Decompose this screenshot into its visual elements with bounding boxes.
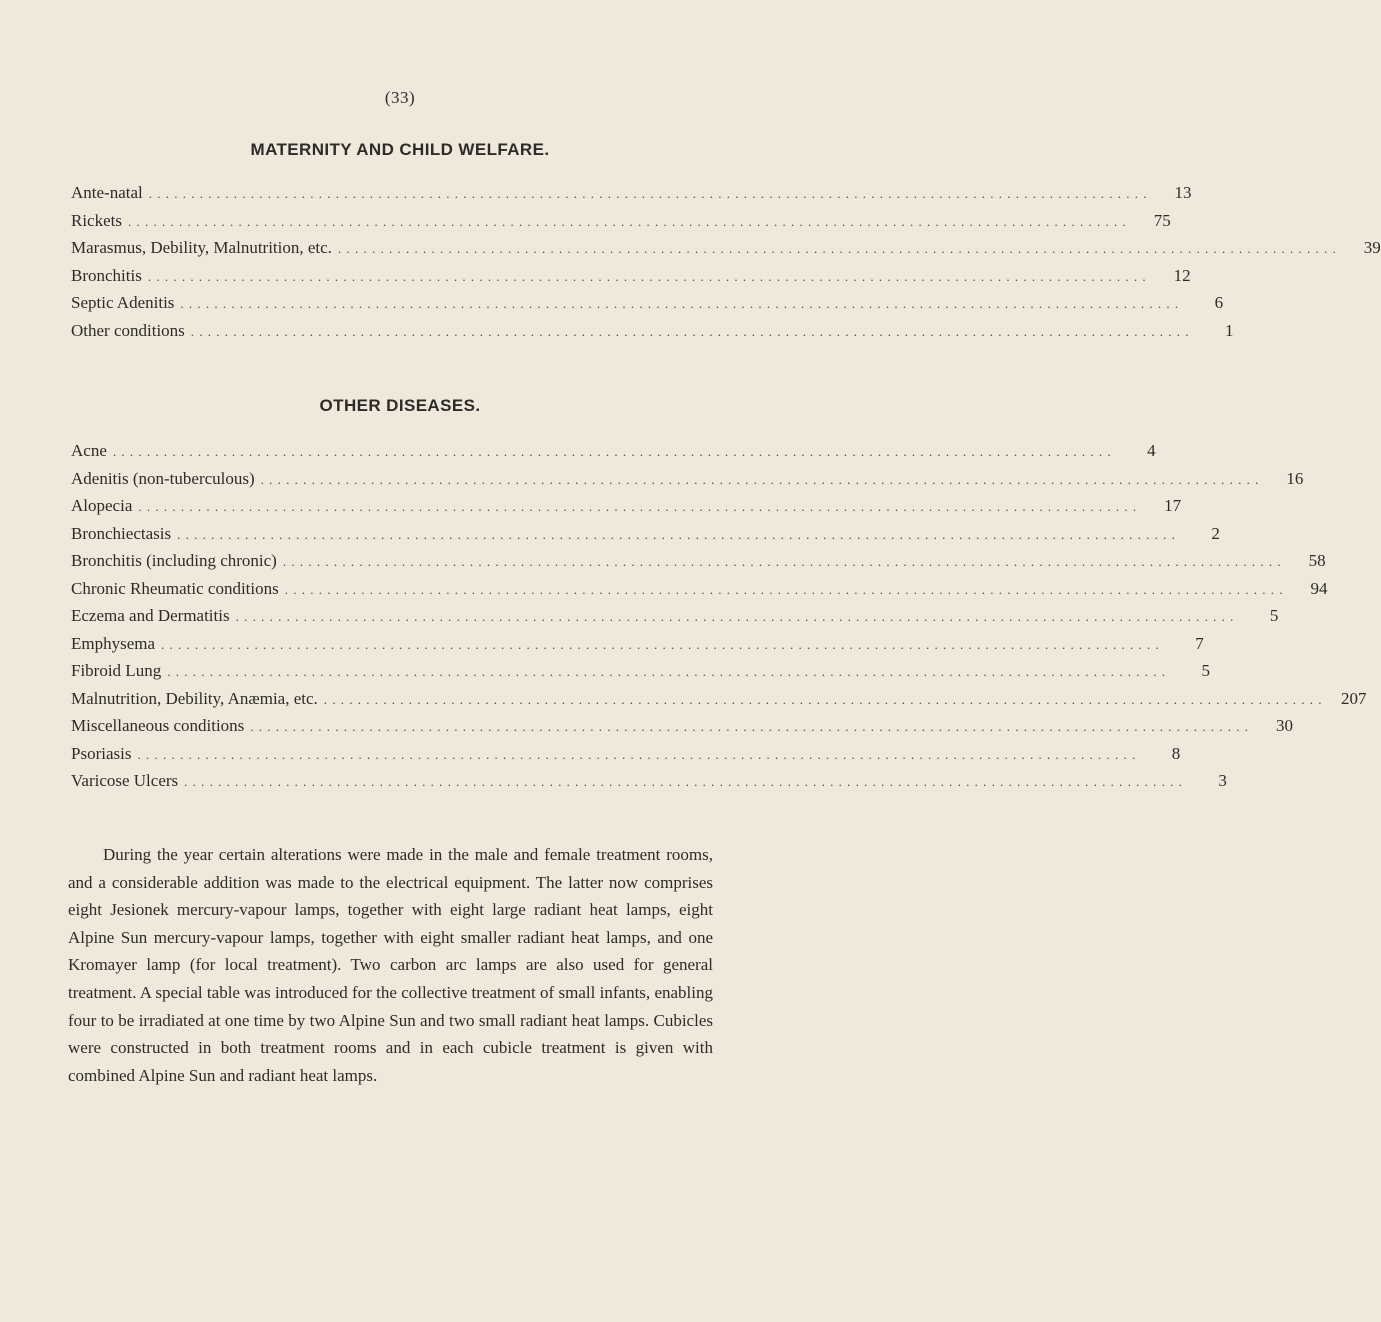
row-value: 12 <box>1173 265 1191 285</box>
table-row <box>71 265 1191 294</box>
dot-leader: . . . . . . . . . . . . . . . . . . . . . . . . . . . . . . . . . . . . . . . . . . . . . . . . . . . . . . . . . . . . . . . . . . . . . . . . . . . . . . . . . . . . . . . . . . . . . . . . . . . . . . . . . . . . . . . . . . . . . . <box>161 636 1160 652</box>
row-label: Bronchitis (including chronic) <box>71 551 277 570</box>
table-row <box>71 496 1182 524</box>
table-row <box>71 606 1279 634</box>
dot-leader: . . . . . . . . . . . . . . . . . . . . . . . . . . . . . . . . . . . . . . . . . . . . . . . . . . . . . . . . . . . . . . . . . . . . . . . . . . . . . . . . . . . . . . . . . . . . . . . . . . . . . . . . . . . . . . . . . . . . . . <box>177 526 1176 542</box>
row-value: 30 <box>1276 716 1294 735</box>
dot-leader: . . . . . . . . . . . . . . . . . . . . . . . . . . . . . . . . . . . . . . . . . . . . . . . . . . . . . . . . . . . . . . . . . . . . . . . . . . . . . . . . . . . . . . . . . . . . . . . . . . . . . . . . . . . . . . . . . . . . . . <box>323 691 1323 707</box>
other-diseases-heading: OTHER DISEASES. <box>319 396 481 415</box>
row-label: Fibroid Lung <box>71 661 162 680</box>
table-row <box>71 771 1227 799</box>
dot-leader: . . . . . . . . . . . . . . . . . . . . . . . . . . . . . . . . . . . . . . . . . . . . . . . . . . . . . . . . . . . . . . . . . . . . . . . . . . . . . . . . . . . . . . . . . . . . . . . . . . . . . . . . . . . . . . . . . . . . . . <box>137 746 1137 762</box>
row-value: 5 <box>1269 606 1279 625</box>
row-label: Rickets <box>71 210 122 230</box>
dot-leader: . . . . . . . . . . . . . . . . . . . . . . . . . . . . . . . . . . . . . . . . . . . . . . . . . . . . . . . . . . . . . . . . . . . . . . . . . . . . . . . . . . . . . . . . . . . . . . . . . . . . . . . . . . . . . . . . . . . . . . <box>138 499 1138 514</box>
table-row <box>71 523 1220 552</box>
row-value: 39 <box>1363 238 1381 257</box>
dot-leader: . . . . . . . . . . . . . . . . . . . . . . . . . . . . . . . . . . . . . . . . . . . . . . . . . . . . . . . . . . . . . . . . . . . . . . . . . . . . . . . . . . . . . . . . . . . . . . . . . . . . . . . . . . . . . . . . . . . . . . <box>282 554 1282 569</box>
dot-leader: . . . . . . . . . . . . . . . . . . . . . . . . . . . . . . . . . . . . . . . . . . . . . . . . . . . . . . . . . . . . . . . . . . . . . . . . . . . . . . . . . . . . . . . . . . . . . . . . . . . . . . . . . . . . . . . . . . . . . . <box>112 444 1112 459</box>
row-value: 94 <box>1310 578 1328 598</box>
treatment-paragraph: During the year certain alterations were made in the male and female treatment rooms, and a considerable addition was made to the electrical equipment. The latter now comprises eight Jesionek mercury-vapour lamps, together with eight large radiant heat lamps, eight Alpine Sun mercury-vapour lamps, together with eight smaller radiant heat lamps, and one Kromayer lamp (for local treatment). Two carbon arc lamps are also used for general treatment. A special table was introduced for the collective treatment of small infants, enabling four to be irradiated at one time by two Alpine Sun and two small radiant heat lamps. Cubicles were constructed in both treatment rooms and in each cubicle treatment is given with combined Alpine Sun and radiant heat lamps. <box>68 845 713 1085</box>
table-row <box>71 661 1210 689</box>
row-label: Emphysema <box>71 633 156 653</box>
table-row <box>71 716 1294 744</box>
row-label: Varicose Ulcers <box>71 771 179 790</box>
page-number: (33) <box>384 88 416 107</box>
table-row <box>71 183 1192 211</box>
row-value: 58 <box>1308 551 1326 570</box>
row-label: Malnutrition, Debility, Anæmia, etc. <box>71 688 318 708</box>
row-value: 17 <box>1164 496 1182 515</box>
row-label: Eczema and Dermatitis <box>71 606 230 625</box>
row-value: 3 <box>1218 771 1227 790</box>
table-row <box>71 468 1304 497</box>
row-label: Other conditions <box>71 320 185 340</box>
row-label: Ante-natal <box>71 183 143 202</box>
table-row <box>71 578 1328 607</box>
row-label: Bronchiectasis <box>71 523 172 543</box>
dot-leader: . . . . . . . . . . . . . . . . . . . . . . . . . . . . . . . . . . . . . . . . . . . . . . . . . . . . . . . . . . . . . . . . . . . . . . . . . . . . . . . . . . . . . . . . . . . . . . . . . . . . . . . . . . . . . . . . . . . . . . <box>235 609 1235 624</box>
row-value: 13 <box>1174 183 1192 202</box>
row-value: 207 <box>1341 688 1367 708</box>
row-value: 6 <box>1214 293 1224 312</box>
maternity-heading: MATERNITY AND CHILD WELFARE. <box>250 140 550 159</box>
row-label: Miscellaneous conditions <box>71 716 245 735</box>
table-row <box>71 551 1326 579</box>
row-value: 7 <box>1195 633 1204 653</box>
dot-leader: . . . . . . . . . . . . . . . . . . . . . . . . . . . . . . . . . . . . . . . . . . . . . . . . . . . . . . . . . . . . . . . . . . . . . . . . . . . . . . . . . . . . . . . . . . . . . . . . . . . . . . . . . . . . . . . . . . . . . . <box>260 471 1260 487</box>
dot-leader: . . . . . . . . . . . . . . . . . . . . . . . . . . . . . . . . . . . . . . . . . . . . . . . . . . . . . . . . . . . . . . . . . . . . . . . . . . . . . . . . . . . . . . . . . . . . . . . . . . . . . . . . . . . . . . . . . . . . . . <box>284 581 1284 597</box>
table-row <box>71 441 1156 469</box>
dot-leader: . . . . . . . . . . . . . . . . . . . . . . . . . . . . . . . . . . . . . . . . . . . . . . . . . . . . . . . . . . . . . . . . . . . . . . . . . . . . . . . . . . . . . . . . . . . . . . . . . . . . . . . . . . . . . . . . . . . . . . <box>128 213 1127 229</box>
row-value: 2 <box>1211 523 1220 543</box>
row-label: Bronchitis <box>71 265 142 285</box>
dot-leader: . . . . . . . . . . . . . . . . . . . . . . . . . . . . . . . . . . . . . . . . . . . . . . . . . . . . . . . . . . . . . . . . . . . . . . . . . . . . . . . . . . . . . . . . . . . . . . . . . . . . . . . . . . . . . . . . . . . . . . <box>147 268 1147 284</box>
dot-leader: . . . . . . . . . . . . . . . . . . . . . . . . . . . . . . . . . . . . . . . . . . . . . . . . . . . . . . . . . . . . . . . . . . . . . . . . . . . . . . . . . . . . . . . . . . . . . . . . . . . . . . . . . . . . . . . . . . . . . . <box>190 323 1190 339</box>
row-label: Adenitis (non-tuberculous) <box>71 468 255 488</box>
dot-leader: . . . . . . . . . . . . . . . . . . . . . . . . . . . . . . . . . . . . . . . . . . . . . . . . . . . . . . . . . . . . . . . . . . . . . . . . . . . . . . . . . . . . . . . . . . . . . . . . . . . . . . . . . . . . . . . . . . . . . . <box>148 186 1148 201</box>
row-value: 16 <box>1286 468 1304 488</box>
table-row <box>71 688 1367 717</box>
row-value: 4 <box>1147 441 1156 460</box>
row-value: 75 <box>1153 210 1171 230</box>
table-row <box>71 320 1234 349</box>
dot-leader: . . . . . . . . . . . . . . . . . . . . . . . . . . . . . . . . . . . . . . . . . . . . . . . . . . . . . . . . . . . . . . . . . . . . . . . . . . . . . . . . . . . . . . . . . . . . . . . . . . . . . . . . . . . . . . . . . . . . . . <box>250 719 1250 734</box>
maternity-table <box>71 183 1381 348</box>
row-label: Marasmus, Debility, Malnutrition, etc. <box>71 238 332 257</box>
row-value: 1 <box>1225 320 1234 340</box>
row-label: Septic Adenitis <box>71 293 175 312</box>
table-row <box>71 293 1224 321</box>
row-label: Psoriasis <box>71 743 132 763</box>
table-row <box>71 743 1181 772</box>
row-label: Alopecia <box>71 496 133 515</box>
dot-leader: . . . . . . . . . . . . . . . . . . . . . . . . . . . . . . . . . . . . . . . . . . . . . . . . . . . . . . . . . . . . . . . . . . . . . . . . . . . . . . . . . . . . . . . . . . . . . . . . . . . . . . . . . . . . . . . . . . . . . . <box>167 664 1166 679</box>
row-value: 5 <box>1201 661 1210 680</box>
row-label: Acne <box>71 441 107 460</box>
table-row <box>71 238 1381 266</box>
dot-leader: . . . . . . . . . . . . . . . . . . . . . . . . . . . . . . . . . . . . . . . . . . . . . . . . . . . . . . . . . . . . . . . . . . . . . . . . . . . . . . . . . . . . . . . . . . . . . . . . . . . . . . . . . . . . . . . . . . . . . . <box>180 296 1180 311</box>
dot-leader: . . . . . . . . . . . . . . . . . . . . . . . . . . . . . . . . . . . . . . . . . . . . . . . . . . . . . . . . . . . . . . . . . . . . . . . . . . . . . . . . . . . . . . . . . . . . . . . . . . . . . . . . . . . . . . . . . . . . . . <box>184 774 1183 789</box>
dot-leader: . . . . . . . . . . . . . . . . . . . . . . . . . . . . . . . . . . . . . . . . . . . . . . . . . . . . . . . . . . . . . . . . . . . . . . . . . . . . . . . . . . . . . . . . . . . . . . . . . . . . . . . . . . . . . . . . . . . . . . <box>337 241 1337 256</box>
row-value: 8 <box>1171 743 1181 763</box>
other-diseases-table <box>71 441 1367 799</box>
table-row <box>71 210 1171 239</box>
table-row <box>71 633 1204 662</box>
row-label: Chronic Rheumatic conditions <box>71 578 279 598</box>
